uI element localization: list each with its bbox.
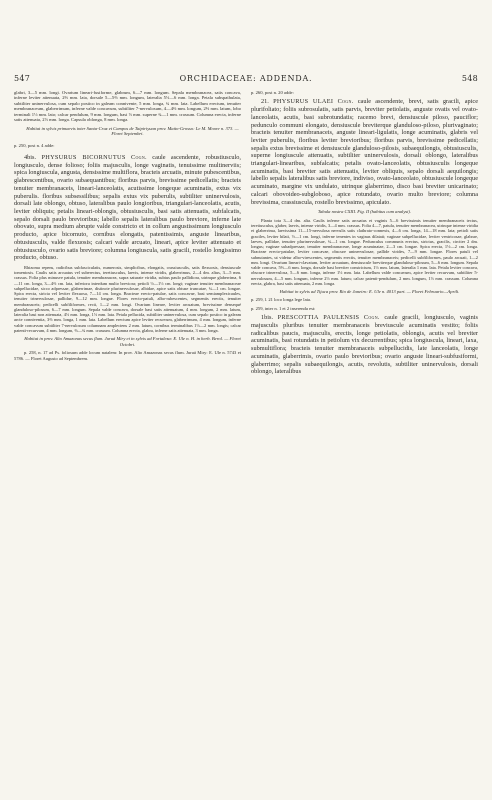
addendum-reference: p. 250, post n. 4 adde: — [14, 142, 55, 148]
addendum-reference: p. 260, post n. 20 adde: — [251, 90, 294, 95]
species-entry — [251, 98, 478, 206]
page-header — [14, 74, 478, 86]
right-page-number: 548 — [461, 74, 478, 83]
species-diagnosis: caule ascendente, brevi, satis gracili, apice plurifoliato; foliis subrosulatis, satis parvis, breviter petiolatis, anguste ovatis vel ovato-lanceolatis, acutis, basi subrotundatis; racemo brevi, densiuscule piloso, pauciflor; pedunculo communi elongato, densiuscule breviterque glanduloso-piloso, plurivaginato; bracteis tenuiter membranaceis, anguste lineari-ligulatis, longe acuminatis, glabris vel leviter puberulis, floribus leviter brevioribus; floribus parvis, brevissime pedicellatis; sepalis extus brevissime et densiuscule glanduloso-pilosis, subaequilongis, obtusiusculis, superne longiuscule attenuatis, subtiliter uninervulosis, dorsali oblongo, lateralibus triangulari-linearibus, subfalcatis; petalis ovato-lanceolatis, obtusiusculis longeque acuminatis, basi breviter satis attenuatis, leviter obliquis, sepalo dorsali aequilongis; labello sepalis lateralibus satis breviore, indiviso, ovato-lanceolato, obtusiuscule longeque acuminato, margine vix undulato, utrinque glaberrimo, disco basi breviter unicarinato; calcari obovoideo-subgloboso, apice rotundato, ovario multo breviore; columna brevissima, crassiuscula, rostello brevissimo, apiculato. — [251, 98, 478, 206]
species-name: PHYSURUS BICORNUTUS — [41, 154, 126, 162]
species-entry — [251, 314, 478, 376]
paragraph-continued: glabri, 3—5 mm. longi. Ovarium lineari-fusiforme, glabrum, 6—7 mm. longum. Sepala membranacea, satis concava, inferne leviter attenuata, 2⅔ mm. lata, dorsale 5—5⅔ mm. longum, lateralia 5⅓—6 mm. longa. Petala subspathulata, subtiliter uninervulosa, cum sepalo postico in galeam connivente, 5 mm. longa, ¾ mm. lata. Labellum erectum, tenuiter membranaceum, glaberrimum, inferne valde concavum, subtiliter 7-nervulosum, 4—4⅔ mm. longum, 2⅔ mm. latum, lobo terminali 1⅓ mm. lato; calcar pendulum, 9 mm. longum, basi ⅓ mm. superne ¾—1 mm. crassum. Columna erecta, inferne satis attenuata, 2⅓ mm. longa. Capsula oblonga, 8 mm. longa. — [14, 90, 241, 123]
running-title: ORCHIDACEAE: ADDENDA. — [179, 74, 313, 83]
habitat-note: Habitat in prov. Alto Amazonas secus flum. Juruá Miry et in sylvis ad Fortaleza: E. Ule n. H. in herb. Berol. — Floret Octobri. — [24, 336, 241, 347]
addendum-reference: p. 259, inter n. 1 et 2 inserenda est: — [251, 305, 316, 311]
species-number: 21. — [261, 98, 269, 106]
species-number: 1bis. — [261, 314, 274, 322]
species-entry — [14, 154, 241, 262]
addendum-reference: p. 259, l. 21 loco longa lege lata. — [251, 297, 312, 303]
species-author: Cogn. — [363, 314, 380, 322]
species-author: Cogn. — [337, 98, 354, 106]
habitat-note: Habitat in sylvis ad Tijuca prov. Rio de Janeiro: E. Ule n. 4013 part. — Floret Februario—Aprili. — [279, 289, 460, 294]
plate-reference: Tabula nostra CXIII. Fig. II (habitus cum analysi). — [317, 209, 412, 215]
species-diagnosis: caule ascendente, robustiusculo, longiusculo, dense folioso; foliis majusculis, longe vaginatis, tenuissime multinerviis; spica longiuscula, angusta, densissime multiflora, bracteis arcuatis, minute pubescentibus, glabrescentibus, ovario subaequantibus; floribus parvis, brevissime pedicellatis; bracteis tenuiter membranaceis, lineari-lanceolatis, acutissime longeque acuminatis, extus vix puberulis. floribus subsessilibus; sepalis extus vix puberulis, subtiliter uninervulosis, dorsali late oblongo, obtuso, lateralibus paulo longioribus, triangulari-lanceolatis, acutis, leviter obliquis; petalis lineari-oblongis, obtusiusculis, basi satis attenuatis, subfalcatis, sepalo dorsali paulo brevioribus; labello sepalis lateralibus paulo breviore, inferne late obovato, supra medium abrupte valde constricto et in collum angustissimum longiusculo producto, apice bicornuto, cornibus elongatis, patentissimis, anguste linearibus, obtusiusculis, valde flexuosis; calcari valde arcuato, lineari, apice leviter attenuato et obtusiusculo, ovario satis breviore; columna longiuscula, satis gracili, rostello longissimo producto, obtuso. — [14, 154, 241, 262]
species-number: 4bis. — [24, 154, 37, 162]
right-column — [251, 90, 478, 780]
species-name: PRESCOTTIA PAULENSIS — [277, 314, 360, 322]
left-page-number: 547 — [14, 74, 31, 83]
habitat-note: Habitat in sylvis primaevis inter Santa-Cruz et Campos de Taipiriyuan prov. Matto-Grosso: Le M. Moore n. 373. — Floret Septembri. — [26, 125, 239, 137]
species-description: Rhizoma repens, radicibus subfasciculatis, numerosis, simplicibus, elongatis, crassiusculis, satis flexuosis, densiuscule tomentosis. Caulis satis arcuatus vel suberectus, teretiusculus, laevis, intense viridis, glaberrimus, 2—4 dm. altus, 3—5 mm. crassus. Folia plus minusve patula, tenuiter membranacea, supra saturate viridia, subtus paulo pallidiora, utrinque glaberrima, 6—11 cm. longa, 3—4⅔ cm. lata, inferiora interdum multo breviora; petioli ½—1⅓ cm. longi; vaginae tenuiter membranaceae subpellucidae, sicco adpressae, glaberrimae, distincte plurinervulosae, albidae, apice satis obtuse truncatae, ¾—1 cm. longae. Spica erecta, stricta vel leviter flexuosa, 7—14 cm. longa. Bracteae erecto-patulae, satis concavae, basi semiamplexicaules, tenuiter trinervulosae, pallidae, 9—12 mm. longae. Flores erecto-patuli, albo-rubescentes, segmentis erectis, tenuiter membranaceis; pedicelli subfiliformes, recti, 1—2 mm. longi. Ovarium lineare, leviter arcuatum, brevissime densequé glanduloso-pilosum, 6—7 mm. longum. Sepala valde concava, dorsale basi satis attenuatum, 4 mm. longum, 2 mm. latum, lateralia basi non attenuata, 4⅓ mm. longa, 1⅓ mm. lata. Petala pellucida, subtiliter uninervulosa, cum sepalo postico in galeam arcte conniventia, 3⅔ mm. longa, 1 mm. lata. Labellum erectum apice leviter recurvum, glaberrimum, 4 mm. longum, inferne valde concavum subtiliter 7-nervulosum columnam amplectens 2 mm. latum, cornibus terminalibus 1⅓—2 mm. longis; calcar patenti-recurvum, 4 mm. longum, ⅔—¾ mm. crassum. Columna erecta, glabra, inferne satis attenuata, 3 mm. longa. — [14, 264, 241, 333]
species-name: PHYSURUS ULAEI — [273, 98, 334, 106]
left-column — [14, 90, 241, 780]
species-description: Planta tota 3—4 dm. alta. Caulis inferne satis arcuatus et vaginis 5—6 brevissimis tenuiter membranaceis tectus, teretiusculus, glaber, laevis, intense viridis, 3—4 mm. crassus. Folia 4—7, patula, tenuiter membranacea, utrinque intense viridia et glaberrima, laevissima 11—15-nervulosa nervulis satis clathrato-connexis, 4—6 cm. longa, 14—18 mm. lata; petioli satis graciles, leviter hilati, ½—1 cm. longi, inferne tenentes in vaginas dilatati; vaginae subpellucidae, leviter ventricosae, glabrae, laeves, pallidae, tenuiter plurinervulosae, ¾—1 cm. longae. Pedunculus communis erectus, strictus, gracilis, circiter 2 dm. longus; vaginae subadpressae, tenuiter membranaceae, longe acuminatae, 2—3 cm. longae. Spica erecta, 1½—2 cm. longa. Bracteae erecto-patulae, leviter concavae, obscure uninervulosae, pallide virides, 7—9 mm. longae. Flores patuli vel subnutantes, ut videtur albo-virescentes, segmentis erectis, tenuiter membranaceis; pedicelli subfiliformes, paulo arcuati, 1—2 mm. longi. Ovarium lineari-clavatum, leviter arcuatum, densiuscule breviterque glanduloso-pilosum, 5—6 mm. longum. Sepala valde concava, 5⅔—6 mm. longa, dorsale basi breviter constrictum, 1⅓ mm. latum, lateralia 1 mm. lata. Petala leviter concava, obscure trinervulosa, 5—6 mm. longa, inferne 1⅓ mm. lata. Labellum valde concavum, apice leviter recurvum, subtiliter 5-nervulosum, 4—5 mm. longum, inferne 2⅓ mm. latum; calcar patenti-pendulum, 2 mm. longum, 1⅓ mm. crassum. Columna erecta, glabra, basi satis attenuata, 2 mm. longa. — [251, 217, 478, 286]
species-diagnosis: caule gracili, longiusculo, vaginis majusculis pluribus tenuiter membranaceis breviuscule acuminatis vestito; foliis radicalibus paucis, majusculis, erectis, longe petiolatis, oblongis, acutis vel breviter acuminatis, basi rotundatis in petiolum vix decurrentibus; spica longiuscula, lineari, laxa, submultiflora; bracteis tenuiter membranaceis subpellucidis, late lanceolatis, longe acuminatis, glaberrimis, ovario paulo brevioribus; ovario anguste lineari-subfusiformi, glaberrimo; sepalis subaequilongis, acutis, revolutis, subtiliter uninervulosis, dorsali oblongo, lateralibus — [251, 314, 478, 376]
addendum-reference: p. 258, n. 17 ad Ps. foliosum adde locum natalem: In prov. Alto Amazonas secus flum. Juruá Miry: E. Ule n. 5743 et 5786. — Floret Augusto ad Septembrem. — [14, 350, 241, 361]
species-author: Cogn. — [130, 154, 147, 162]
